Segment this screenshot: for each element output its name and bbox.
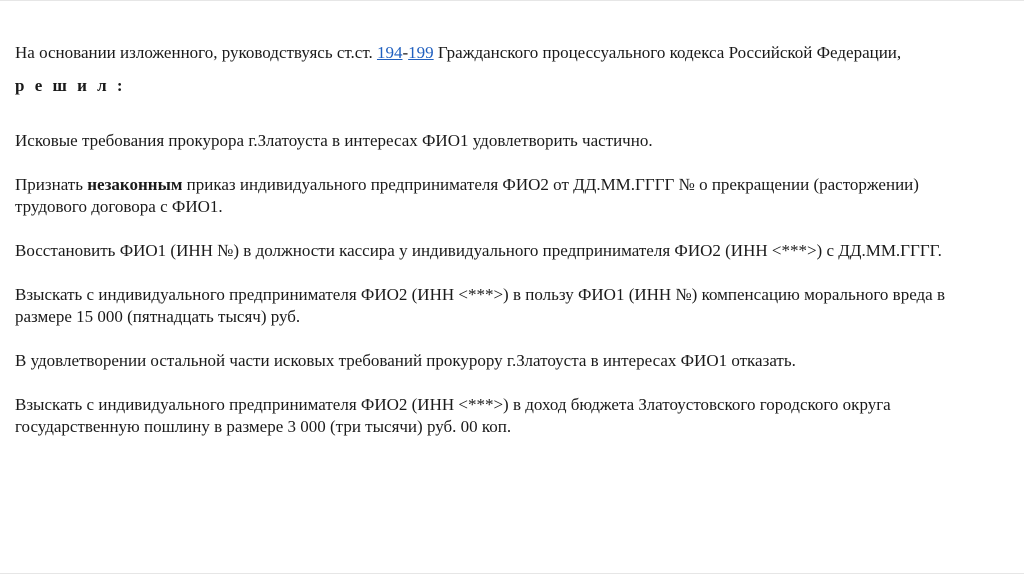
- spacer: [15, 328, 975, 350]
- spacer: [15, 372, 975, 394]
- article-194-link[interactable]: 194: [376, 43, 403, 62]
- spacer: [15, 119, 975, 130]
- court-decision-text: [15, 42, 975, 438]
- paragraph-reinstate: Восстановить ФИО1 (ИНН №) в должности кассира у индивидуального предпринимателя ФИО2 (ИНН <***>) с ДД.ММ.ГГГГ.: [15, 241, 942, 260]
- spacer: [15, 97, 975, 119]
- paragraph-state-duty: Взыскать с индивидуального предпринимателя ФИО2 (ИНН <***>) в доход бюджета Златоустовского городского округа государственную пошлину в размере 3 000 (три тысячи) руб. 00 коп.: [15, 395, 891, 436]
- paragraph-order-unlawful: [15, 174, 975, 218]
- spacer: [15, 64, 975, 75]
- paragraph-order-start: Признать: [15, 175, 88, 194]
- paragraph-rest-denied: В удовлетворении остальной части исковых требований прокурору г.Златоуста в интересах ФИО1 отказать.: [15, 351, 796, 370]
- paragraph-order-end: приказ индивидуального предпринимателя ФИО2 от ДД.ММ.ГГГГ № о прекращении (расторжении) трудового договора с ФИО1.: [15, 175, 919, 216]
- unlawful-emphasis: незаконным: [87, 175, 183, 194]
- intro-text-end: Гражданского процессуального кодекса Российской Федерации,: [433, 43, 902, 62]
- paragraph-claims-partial: Исковые требования прокурора г.Златоуста в интересах ФИО1 удовлетворить частично.: [15, 131, 653, 150]
- article-range-dash: -: [402, 43, 409, 62]
- spacer: [15, 152, 975, 174]
- paragraph-moral-damages: Взыскать с индивидуального предпринимателя ФИО2 (ИНН <***>) в пользу ФИО1 (ИНН №) компенсацию морального вреда в размере 15 000 (пятнадцать тысяч) руб.: [15, 285, 945, 326]
- intro-paragraph: [15, 42, 975, 64]
- decision-heading: р е ш и л :: [15, 76, 126, 95]
- spacer: [15, 218, 975, 240]
- article-199-link[interactable]: 199: [408, 43, 434, 62]
- spacer: [15, 262, 975, 284]
- intro-text-start: На основании изложенного, руководствуясь ст.ст.: [15, 43, 377, 62]
